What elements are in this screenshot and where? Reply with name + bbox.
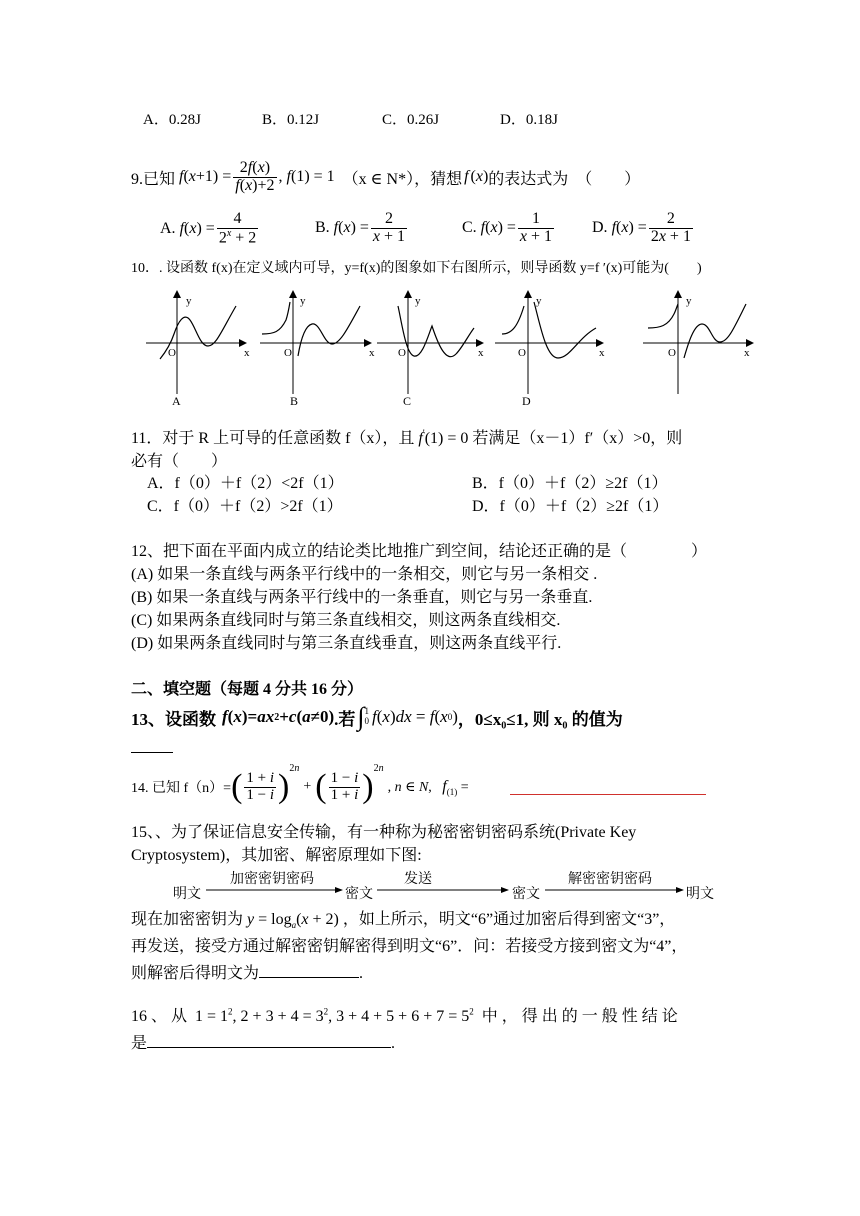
q9-option-a: A. f ( x ) = $\frac{4}{2^x + 2}$ [160,210,257,247]
svg-text:x: x [244,347,250,359]
q16-answer-blank[interactable] [147,1033,391,1048]
q12-option-d: (D) 如果两条直线同时与第三条直线垂直，则这两条直线平行. [131,635,562,652]
graph-label-a: A [172,394,181,408]
graph-a [146,292,250,408]
svg-text:O: O [398,347,406,359]
q11-line2: 必有（ ） [131,453,228,470]
q13-answer-blank[interactable] [131,752,173,753]
q9-recurrence-fraction: $\frac{2f(x)}{f(x)+2}$ [235,159,275,194]
svg-text:y: y [415,295,421,307]
flow-arrows [0,866,860,902]
svg-text:x: x [744,347,750,359]
flow-encrypt-label: 加密密钥密码 [230,872,314,887]
q10-graphs [140,284,760,408]
q12-stem: 12、把下面在平面内成立的结论类比地推广到空间，结论还正确的是（ ） [131,543,708,560]
q15-line3: 现在加密密钥为 $y = \log_a(x + 2)$ ，如上所示，明文“6”通过加密后得到密文“3”， [131,911,676,931]
reference-graph-fx [643,292,752,394]
q8-option-b: B．0.12J [262,112,320,128]
svg-text:y: y [300,295,306,307]
q12-option-c: (C) 如果两条直线同时与第三条直线相交，则这两条直线相交. [131,612,561,629]
flow-plaintext-start: 明文 [173,887,201,902]
graph-label-c: C [403,394,412,408]
question-14: 14. 已知 f（n）= ( $\frac{1 + i}{1 - i}$ ) $^{2n}$ + ( $\frac{1 - i}{1 + i}$ ) $^{2n}$ , n ∈ N, $f_{(1)}$ = [131,763,469,805]
graph-label-b: B [290,394,299,408]
q11-option-a: A．f（0）＋f（2）<2f（1） [147,475,344,492]
q8-option-c: C．0.26J [382,112,440,128]
q10-stem: 10．. 设函数 f(x)在定义域内可导，y=f(x)的图象如下右图所示，则导函数 y=f ′(x)可能为( ) [131,261,702,276]
q8-option-a: A．0.28J [143,112,201,128]
q12-option-b: (B) 如果一条直线与两条平行线中的一条垂直，则它与另一条垂直. [131,589,593,606]
question-9: 9.已知 f ( x +1) = $\frac{2f(x)}{f(x)+2}$ , f(1) = 1 （x ∈ N*），猜想 f ( x ) 的表达式为 （ ） [131,159,641,194]
svg-text:y: y [536,295,542,307]
encryption-flow-diagram [0,866,860,902]
svg-text:y: y [186,295,192,307]
q15-line5: 则解密后得明文为 . [131,965,364,982]
q8-option-d: D．0.18J [500,112,558,128]
flow-send-label: 发送 [404,872,432,887]
svg-text:x: x [478,347,484,359]
flow-plaintext-end: 明文 [686,887,714,902]
q16-line2: 是 . [131,1035,396,1052]
q9-option-d: D. f ( x ) = $\frac{2}{2x + 1}$ [592,210,691,245]
q9-tail: 的表达式为 （ ） [488,170,641,188]
q15-line2: Cryptosystem)，其加密、解密原理如下图: [131,847,422,864]
section-2-heading: 二、填空题（每题 4 分共 16 分） [131,681,364,698]
flow-ciphertext-2: 密文 [512,887,540,902]
q14-answer-blank[interactable] [510,794,706,795]
q11-option-c: C．f（0）＋f（2）>2f（1） [147,498,343,515]
svg-text:x: x [599,347,605,359]
q15-line1: 15、、为了保证信息安全传输，有一种称为秘密密钥密码系统(Private Key [131,824,637,841]
graph-b [260,292,375,408]
graph-c [377,292,484,408]
q9-prefix: 9.已知 [131,170,176,188]
q16-line1: 16 、 从 $1 = 1^2$, $2 + 3 + 4 = 3^2$, $3 + 4 + 5 + 6 + 7 = 5^2$ 中 ， 得 出 的 一 般 性 结 论 [131,1006,678,1025]
svg-text:O: O [168,347,176,359]
svg-text:x: x [369,347,375,359]
q9-mid: （x ∈ N*），猜想 [342,170,463,188]
svg-text:y: y [686,295,692,307]
flow-ciphertext-1: 密文 [345,887,373,902]
svg-text:O: O [284,347,292,359]
q9-option-b: B. f ( x ) = $\frac{2}{x + 1}$ [315,210,406,245]
svg-text:O: O [518,347,526,359]
q11-option-d: D．f（0）＋f（2）≥2f（1） [472,498,669,515]
graph-d [495,292,605,408]
q9-option-c: C. f ( x ) = $\frac{1}{x + 1}$ [462,210,553,245]
q11-option-b: B．f（0）＋f（2）≥2f（1） [472,475,668,492]
svg-text:O: O [668,347,676,359]
q12-option-a: (A) 如果一条直线与两条平行线中的一条相交，则它与另一条相交 . [131,566,598,583]
question-13: 13、设函数 f ( x )= ax 2 + c ( a ≠0) .若 ∫ 1 0 f ( x ) dx = f ( x 0 ) ，0≤x₀≤1, 则 x₀ 的值为 [131,702,623,731]
q11-line1: 11．对于 R 上可导的任意函数 f（x），且 f'(1) = 0 若满足（x－1）f′（x）>0，则 [131,428,683,447]
flow-decrypt-label: 解密密钥密码 [568,872,652,887]
q15-answer-blank[interactable] [259,963,359,978]
q15-line4: 再发送，接受方通过解密密钥解密得到明文“6”．问：若接受方接到密文为“4”， [131,938,688,955]
graph-label-d: D [522,394,531,408]
